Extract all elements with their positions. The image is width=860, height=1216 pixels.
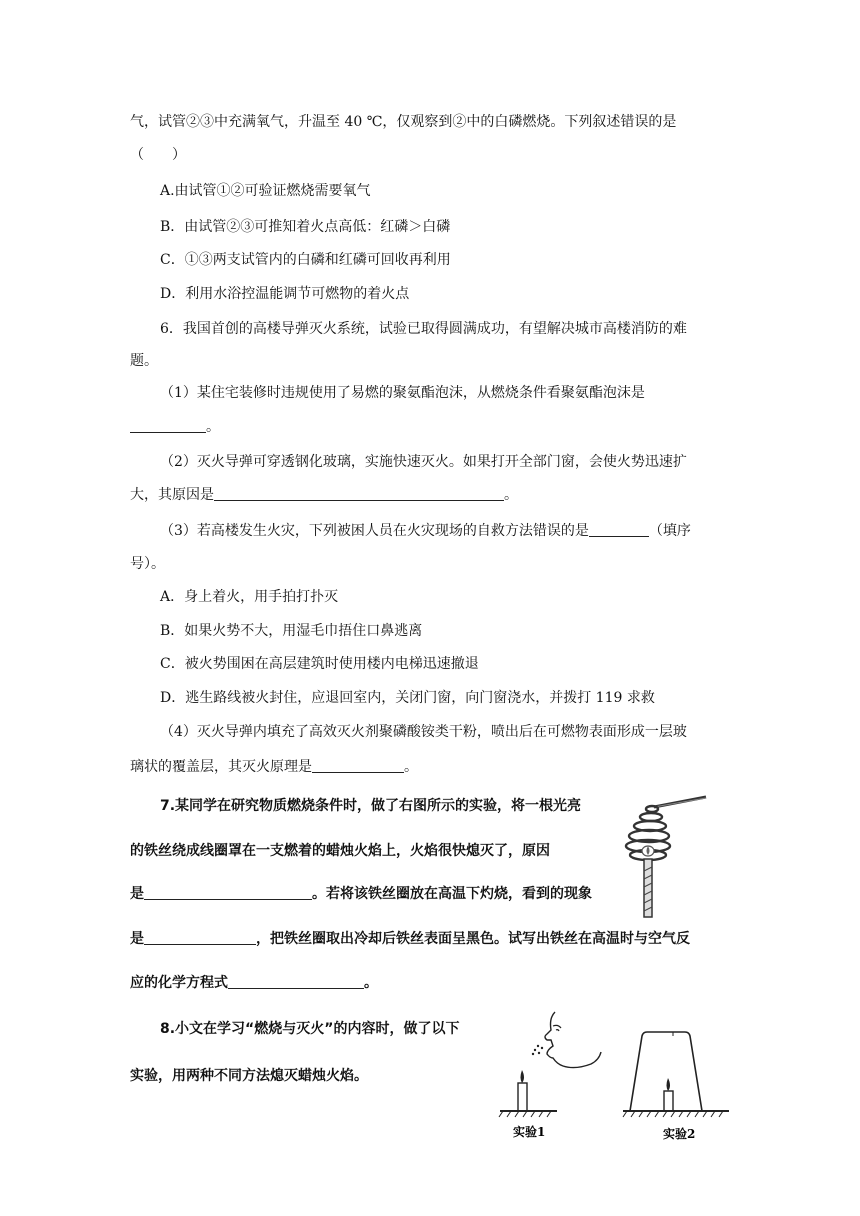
- figure-label-2: 实验2: [663, 1127, 696, 1141]
- answer-blank[interactable]: [130, 418, 206, 433]
- q5-line1: 气，试管②③中充满氧气，升温至 40 ℃，仅观察到②中的白磷燃烧。下列叙述错误的是: [130, 114, 677, 130]
- q5-option-d: D．利用水浴控温能调节可燃物的着火点: [160, 286, 410, 302]
- q6-sub3-line1: （3）若高楼发生火灾，下列被困人员在火灾现场的自救方法错误的是 （填序: [160, 523, 691, 539]
- iron-coil-figure: [618, 785, 718, 925]
- q7-line1: 7.某同学在研究物质燃烧条件时，做了右图所示的实验，将一根光亮: [160, 798, 582, 814]
- q8-line1: 8.小文在学习“燃烧与灭火”的内容时，做了以下: [160, 1021, 460, 1037]
- q6-option-d: D．逃生路线被火封住，应退回室内，关闭门窗，向门窗浇水，并拨打 119 求救: [160, 690, 655, 706]
- q7-line4: 是 ，把铁丝圈取出冷却后铁丝表面呈黑色。试写出铁丝在高温时与空气反: [130, 931, 690, 947]
- q6-sub4-line1: （4）灭火导弹内填充了高效灭火剂聚磷酸铵类干粉，喷出后在可燃物表面形成一层玻: [160, 724, 687, 740]
- q6-intro-line2: 题。: [130, 353, 158, 369]
- q5-option-a: A.由试管①②可验证燃烧需要氧气: [160, 183, 371, 199]
- q6-sub3-line2: 号）。: [130, 556, 165, 572]
- q5-option-b: B．由试管②③可推知着火点高低：红磷＞白磷: [160, 219, 451, 235]
- q8-line2: 实验，用两种不同方法熄灭蜡烛火焰。: [130, 1068, 368, 1084]
- q7-line5: 应的化学方程式 。: [130, 975, 378, 991]
- answer-blank[interactable]: [228, 974, 364, 989]
- answer-blank[interactable]: [144, 885, 312, 900]
- q6-sub1-line1: （1）某住宅装修时违规使用了易燃的聚氨酯泡沫，从燃烧条件看聚氨酯泡沫是: [160, 385, 645, 401]
- q6-option-a: A．身上着火，用手拍打扑灭: [160, 589, 339, 605]
- answer-blank[interactable]: [144, 930, 256, 945]
- q6-option-b: B．如果火势不大，用湿毛巾捂住口鼻逃离: [160, 623, 423, 639]
- answer-blank[interactable]: [214, 486, 504, 501]
- q5-answer-paren: （ ）: [130, 147, 186, 163]
- q7-line2: 的铁丝绕成线圈罩在一支燃着的蜡烛火焰上，火焰很快熄灭了，原因: [130, 843, 550, 859]
- q6-sub2-line2: 大，其原因是 。: [130, 487, 518, 503]
- q5-option-c: C．①③两支试管内的白磷和红磷可回收再利用: [160, 252, 451, 268]
- answer-blank[interactable]: [312, 758, 404, 773]
- q6-sub4-line2: 璃状的覆盖层，其灭火原理是 。: [130, 759, 418, 775]
- q6-sub2-line1: （2）灭火导弹可穿透钢化玻璃，实施快速灭火。如果打开全部门窗，会使火势迅速扩: [160, 454, 687, 470]
- experiment-figure: [495, 1008, 735, 1148]
- q6-intro-line1: 6．我国首创的高楼导弹灭火系统，试验已取得圆满成功，有望解决城市高楼消防的难: [160, 321, 687, 337]
- q6-sub1-line2: 。: [130, 418, 220, 436]
- figure-label-1: 实验1: [513, 1125, 546, 1139]
- answer-blank[interactable]: [589, 522, 649, 537]
- q6-option-c: C．被火势围困在高层建筑时使用楼内电梯迅速撤退: [160, 656, 479, 672]
- q7-line3: 是 。若将该铁丝圈放在高温下灼烧，看到的现象: [130, 886, 592, 902]
